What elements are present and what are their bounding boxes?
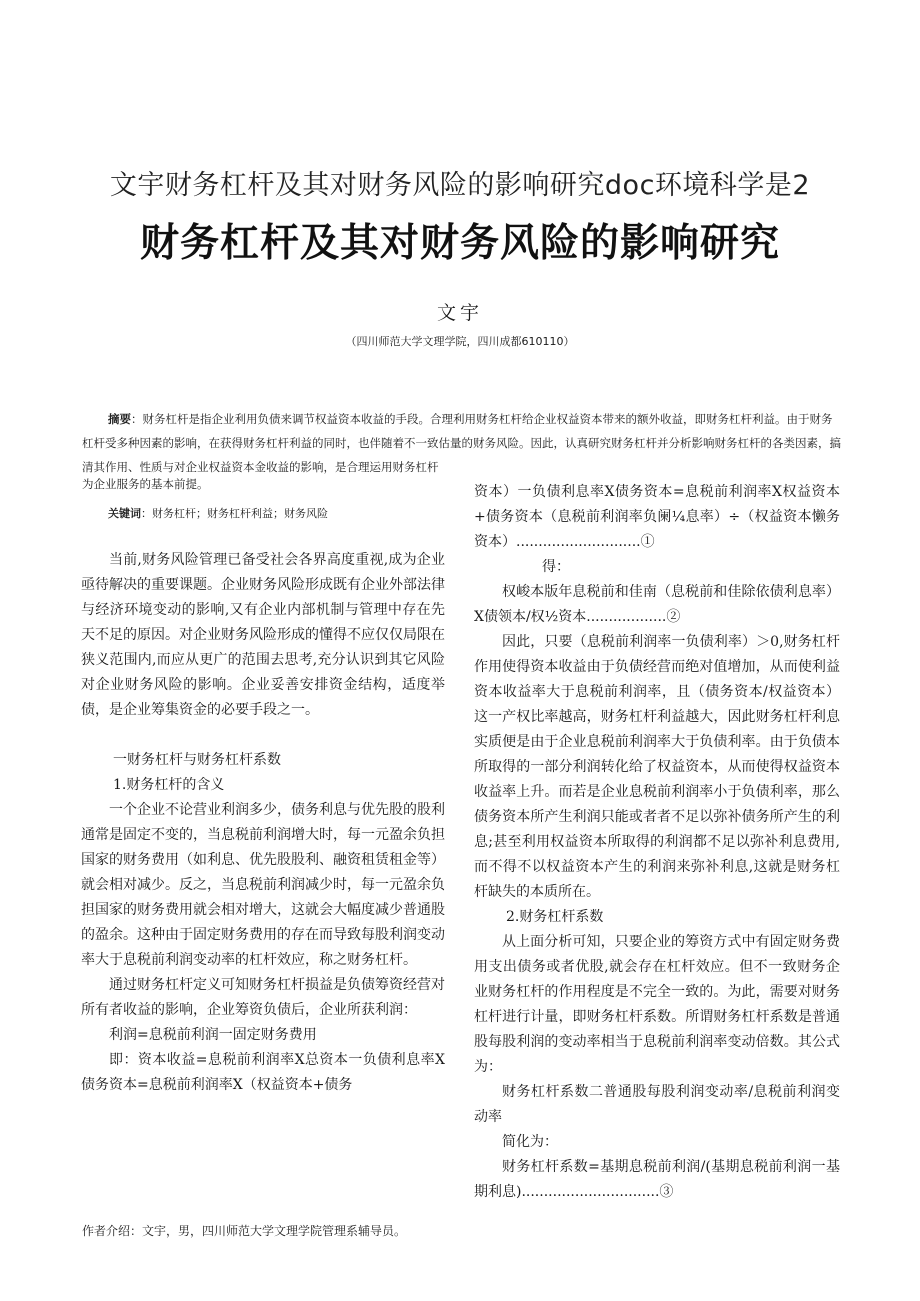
keywords-text: ：财务杠杆；财务杠杆利益；财务风险: [141, 507, 328, 520]
intro-paragraph: 当前,财务风险管理已备受社会各界高度重视,成为企业亟待解决的重要课题。企业财务风险形成既有企业外部法律与经济环境变动的影响,又有企业内部机制与管理中存在先天不足的原因。对企业财务风险形成的懂得不应仅仅局限在狭义范围内,而应从更广的范围去思考,充分认识到其它风险对企业财务风险的影响。企业妥善安排资金结构，适度举债，是企业筹集资金的必要手段之一。: [81, 552, 445, 718]
document-header-title: 文宇财务杠杆及其对财务风险的影响研究doc环境科学是2: [109, 170, 811, 201]
body-paragraph: 从上面分析可知，只要企业的筹资方式中有固定财务费用支出债务或者优股,就会存在杠杆效应。但不一致财务企业财务杠杆的作用程度是不完全一致的。为此，需要对财务杠杆进行计量，即财务杠杆系数。所谓财务杠杆系数是普通股每股利润的变动率相当于息税前利润率变动倍数。其公式为：: [474, 934, 840, 1075]
author-name: 文宇: [436, 302, 483, 324]
author-footnote: 作者介绍：文宇，男，四川师范大学文理学院管理系辅导员。: [82, 1224, 407, 1238]
keywords-label: 关键词: [108, 507, 141, 520]
body-paragraph: 因此，只要（息税前利润率一负债利率）＞0,财务杠杆作用使得资本收益由于负债经营而绝对值增加，从而使利益资本收益率大于息税前利润率，且（债务资本/权益资本）这一产权比率越高，财务杠杆利益越大，因此财务杠杆利息实质便是由于企业息税前利润率大于负债利率。由于负债本所取得的一部分利润转化给了权益资本，从而使得权益资本收益率上升。而若是企业息税前利润率小于负债利率，那么债务资本所产生利润只能或者者不足以弥补债务所产生的利息;甚至利用权益资本所取得的利润都不足以弥补利息费用,而不得不以权益资本产生的利润来弥补利息,这就是财务杠杆缺失的本质所在。: [474, 634, 840, 900]
abstract-label: 摘要: [108, 412, 131, 426]
author-affiliation: （四川师范大学文理学院，四川成都610110）: [345, 335, 575, 348]
body-paragraph: 即：资本收益=息税前利润率X总资本一负债利息率X债务资本=息税前利润率X（权益资本+债务: [81, 1052, 445, 1093]
body-paragraph: 一个企业不论营业利润多少，债务利息与优先股的股利通常是固定不变的，当息税前利润增大时，每一元盈余负担国家的财务费用（如利息、优先股股利、融资租赁租金等）就会相对减少。反之，当息税前利润减少时，每一元盈余负担国家的财务费用就会相对增大，这就会大幅度减少普通股的盈余。这种由于固定财务费用的存在而导致每股利润变动率大于息税前利润变动率的杠杆效应，称之财务杠杆。: [81, 802, 445, 968]
left-column: [81, 548, 445, 1098]
formula-dfl: 财务杠杆系数二普通股每股利润变动率/息税前利润变动率: [474, 1084, 840, 1125]
derivation-label: 得：: [542, 559, 570, 575]
abstract-tail: 为企业服务的基本前提。: [82, 477, 209, 491]
subsection-heading-2: 2.财务杠杆系数: [506, 909, 604, 925]
subsection-heading-1: 1.财务杠杆的含义: [113, 777, 225, 793]
formula-continuation: 资本）一负债利息率X债务资本=息税前利润率X权益资本+债务资本（息税前利润率负阑¼息率）÷（权益资本懒务资本）............................①: [474, 484, 840, 550]
abstract-text: ：财务杠杆是指企业利用负债来调节权益资本收益的手段。合理利用财务杠杆给企业权益资本带来的额外收益，即财务杠杆利益。由于财务杠杆受多种因素的影响，在获得财务杠杆利益的同时，也伴随着不一致估量的财务风险。因此，认真研究财务杠杆并分析影响财务杠杆的各类因素，搞清其作用、性质与对企业权益资本金收益的影响，是合理运用财务杠杆: [82, 412, 841, 474]
formula-equity-return: 权峻本版年息税前和佳南（息税前和佳除依债利息率）X债领本/权½资本..................②: [474, 584, 840, 625]
keywords: [108, 505, 468, 521]
body-paragraph: 通过财务杠杆定义可知财务杠杆损益是负债筹资经营对所有者收益的影响，企业筹资负债后，企业所获利润：: [81, 977, 445, 1018]
section-heading-1: 一财务杠杆与财务杠杆系数: [113, 752, 281, 768]
formula-profit: 利润=息税前利润一固定财务费用: [109, 1027, 317, 1043]
paper-title: 财务杠杆及其对财务风险的影响研究: [139, 221, 780, 266]
simplify-label: 简化为：: [502, 1134, 558, 1150]
abstract: [82, 407, 842, 479]
right-column: [474, 480, 840, 1205]
formula-dfl-simplified: 财务杠杆系数=基期息税前利润/(基期息税前利润一基期利息)...............................③: [474, 1159, 840, 1200]
